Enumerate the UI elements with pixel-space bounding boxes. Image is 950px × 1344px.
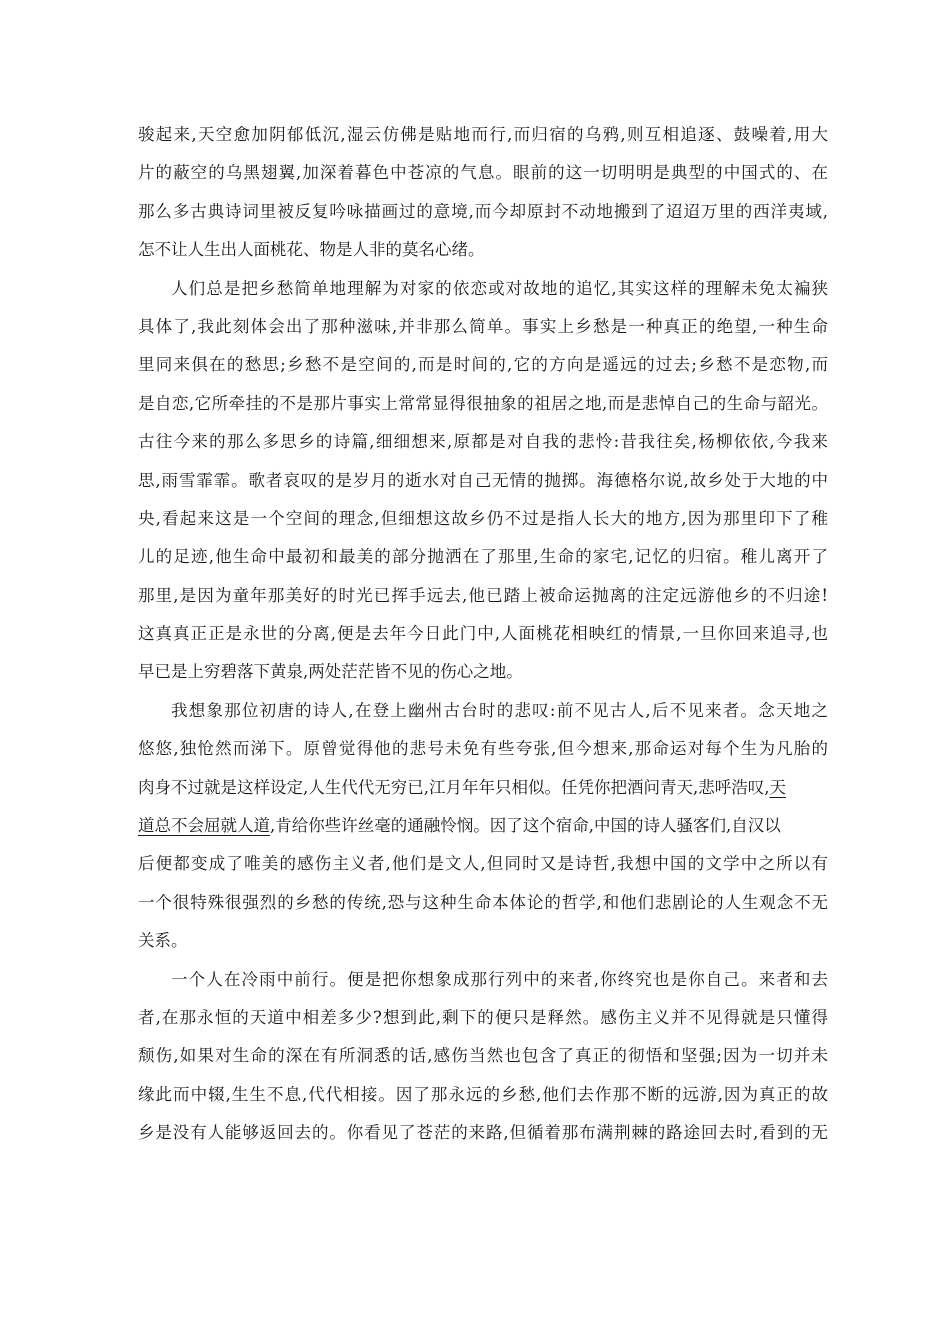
text-line: 怎不让人生出人面桃花、物是人非的莫名心绪。 bbox=[138, 240, 485, 260]
text-line: 关系。 bbox=[138, 931, 188, 951]
text-line: 片的蔽空的乌黑翅翼,加深着暮色中苍凉的气息。眼前的这一切明明是典型的中国式的、在 bbox=[138, 163, 828, 183]
text-line: 儿的足迹,他生命中最初和最美的部分抛洒在了那里,生命的家宅,记忆的归宿。稚儿离开了 bbox=[138, 547, 828, 567]
text-line: 乡是没有人能够返回去的。你看见了苍茫的来路,但循着那布满荆棘的路途回去时,看到的无 bbox=[138, 1123, 828, 1143]
text-line: 这真真正正是永世的分离,便是去年今日此门中,人面桃花相映红的情景,一旦你回来追寻,也 bbox=[138, 624, 828, 644]
underlined-phrase: 天 bbox=[769, 777, 786, 797]
text-line: 古往今来的那么多思乡的诗篇,细细想来,原都是对自我的悲怜:昔我往矣,杨柳依依,今我来 bbox=[138, 432, 828, 452]
text-line bbox=[138, 769, 828, 807]
text-line: 那么多古典诗词里被反复吟咏描画过的意境,而今却原封不动地搬到了迢迢万里的西洋夷域, bbox=[138, 201, 828, 221]
text-line: 者,在那永恒的天道中相差多少?想到此,剩下的便只是释然。感伤主义并不见得就是只懂得 bbox=[138, 1007, 828, 1027]
text-line: 一个人在冷雨中前行。便是把你想象成那行列中的来者,你终究也是你自己。来者和去 bbox=[171, 969, 828, 989]
text-line: 央,看起来这是一个空间的理念,但细想这故乡仍不过是指人长大的地方,因为那里印下了稚 bbox=[138, 508, 828, 528]
text-segment: ,肯给你些许丝毫的通融怜悯。因了这个宿命,中国的诗人骚客们,自汉以 bbox=[270, 816, 781, 836]
essay-body bbox=[138, 116, 828, 1153]
text-line: 颓伤,如果对生命的深在有所洞悉的话,感伤当然也包含了真正的彻悟和坚强;因为一切并未 bbox=[138, 1046, 828, 1066]
text-line: 那里,是因为童年那美好的时光已挥手远去,他已踏上被命运抛离的注定远游他乡的不归途! bbox=[138, 585, 828, 605]
text-line: 是自恋,它所牵挂的不是那片事实上常常显得很抽象的祖居之地,而是悲悼自己的生命与韶光。 bbox=[138, 393, 828, 413]
text-line: 里同来俱在的愁思;乡愁不是空间的,而是时间的,它的方向是遥远的过去;乡愁不是恋物,而 bbox=[138, 355, 828, 375]
text-line: 后便都变成了唯美的感伤主义者,他们是文人,但同时又是诗哲,我想中国的文学中之所以有 bbox=[138, 854, 828, 874]
text-line: 骏起来,天空愈加阴郁低沉,湿云仿佛是贴地而行,而归宿的乌鸦,则互相追逐、鼓噪着,用大 bbox=[138, 125, 828, 144]
text-line: 我想象那位初唐的诗人,在登上幽州古台时的悲叹:前不见古人,后不见来者。念天地之 bbox=[171, 700, 828, 720]
text-line: 思,雨雪霏霏。歌者哀叹的是岁月的逝水对自己无情的抛掷。海德格尔说,故乡处于大地的中 bbox=[138, 470, 828, 490]
text-line bbox=[138, 807, 828, 845]
text-segment: 肉身不过就是这样设定,人生代代无穷已,江月年年只相似。任凭你把酒问青天,悲呼浩叹, bbox=[138, 777, 770, 797]
text-line: 人们总是把乡愁简单地理解为对家的依恋或对故地的追忆,其实这样的理解未免太褊狭 bbox=[171, 278, 828, 298]
underlined-phrase: 道总不会屈就人道 bbox=[138, 816, 270, 836]
text-line: 缘此而中辍,生生不息,代代相接。因了那永远的乡愁,他们去作那不断的远游,因为真正的故 bbox=[138, 1084, 828, 1104]
text-line: 具体了,我此刻体会出了那种滋味,并非那么简单。事实上乡愁是一种真正的绝望,一种生命 bbox=[138, 316, 828, 336]
text-line: 一个很特殊很强烈的乡愁的传统,恐与这种生命本体论的哲学,和他们悲剧论的人生观念不无 bbox=[138, 892, 828, 912]
text-line: 早已是上穷碧落下黄泉,两处茫茫皆不见的伤心之地。 bbox=[138, 662, 523, 682]
text-line: 悠悠,独怆然而涕下。原曾觉得他的悲号未免有些夸张,但今想来,那命运对每个生为凡胎的 bbox=[138, 739, 828, 759]
